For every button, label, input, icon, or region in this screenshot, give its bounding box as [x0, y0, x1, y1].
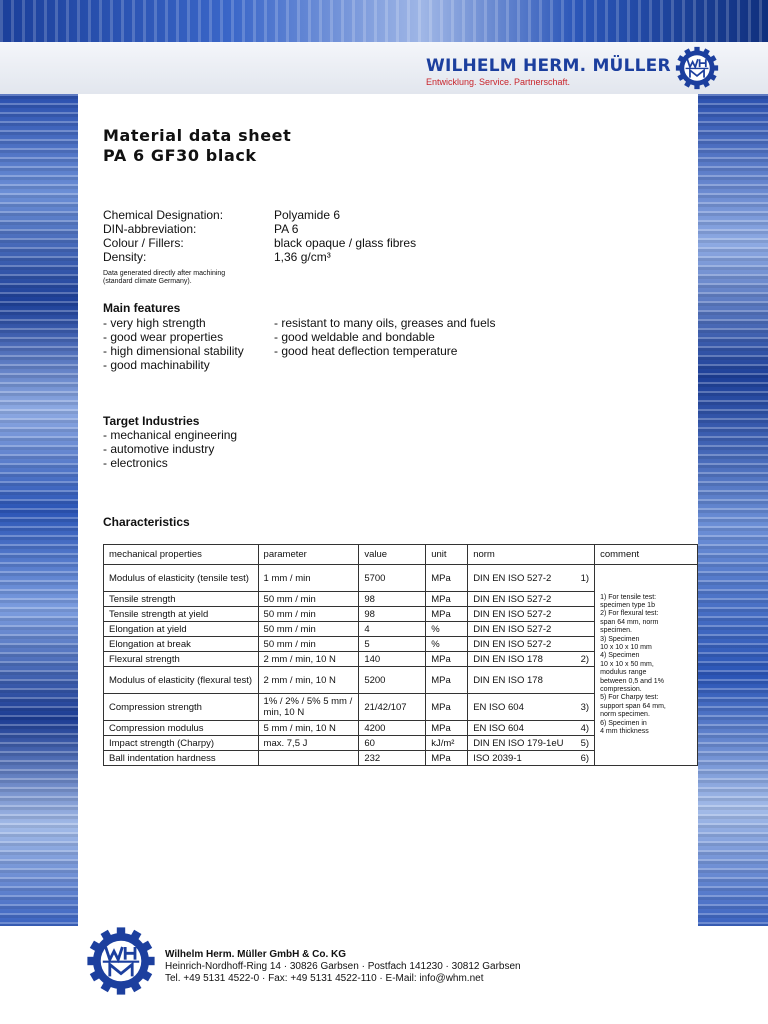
unit-cell: MPa — [426, 751, 468, 766]
note-line: (standard climate Germany). — [103, 278, 192, 285]
unit-cell: MPa — [426, 721, 468, 736]
parameter-cell: 50 mm / min — [258, 592, 359, 607]
brand-name: WILHELM HERM. MÜLLER — [426, 56, 671, 76]
norm-ref: 1) — [580, 572, 590, 584]
norm-text: DIN EN ISO 527-2 — [473, 572, 552, 584]
characteristics-table — [103, 544, 698, 766]
table-header-row — [104, 545, 698, 565]
norm-text: DIN EN ISO 527-2 — [473, 593, 552, 605]
property-cell: Impact strength (Charpy) — [104, 736, 259, 751]
target-industries-list — [103, 428, 237, 470]
unit-cell: MPa — [426, 592, 468, 607]
norm-cell — [468, 667, 595, 694]
property-cell: Elongation at break — [104, 637, 259, 652]
unit-cell: kJ/m² — [426, 736, 468, 751]
norm-ref: 5) — [580, 737, 590, 749]
parameter-cell: 1 mm / min — [258, 565, 359, 592]
comment-cell — [595, 565, 698, 766]
list-item: - very high strength — [103, 316, 206, 330]
brand-block — [426, 56, 671, 87]
right-decorative-panel — [698, 94, 768, 926]
column-header: unit — [426, 545, 468, 565]
characteristics-heading: Characteristics — [103, 515, 190, 529]
spec-label: Chemical Designation: — [103, 208, 224, 222]
unit-cell: MPa — [426, 607, 468, 622]
norm-text: DIN EN ISO 179-1eU — [473, 737, 564, 749]
unit-cell: % — [426, 622, 468, 637]
comment-line: 10 x 10 x 10 mm — [600, 643, 652, 651]
value-cell: 232 — [359, 751, 426, 766]
norm-ref: 6) — [580, 752, 590, 764]
comment-line: span 64 mm, norm — [600, 618, 659, 626]
list-item: - resistant to many oils, greases and fuels — [274, 316, 496, 330]
unit-cell: MPa — [426, 652, 468, 667]
note-line: Data generated directly after machining — [103, 270, 226, 277]
value-cell: 4 — [359, 622, 426, 637]
parameter-cell: 1% / 2% / 5% 5 mm / min, 10 N — [258, 694, 359, 721]
comment-line: 3) Specimen — [600, 635, 640, 643]
norm-ref: 3) — [580, 701, 590, 713]
property-cell: Tensile strength at yield — [104, 607, 259, 622]
value-cell: 21/42/107 — [359, 694, 426, 721]
norm-text: EN ISO 604 — [473, 722, 524, 734]
norm-ref: 2) — [580, 653, 590, 665]
unit-cell: % — [426, 637, 468, 652]
column-header: mechanical properties — [104, 545, 259, 565]
property-cell: Modulus of elasticity (flexural test) — [104, 667, 259, 694]
norm-cell — [468, 721, 595, 736]
parameter-cell: 50 mm / min — [258, 622, 359, 637]
column-header: value — [359, 545, 426, 565]
footer-contact — [165, 949, 521, 985]
list-item: - electronics — [103, 456, 168, 470]
norm-cell — [468, 736, 595, 751]
norm-cell — [468, 565, 595, 592]
parameter-cell: max. 7,5 J — [258, 736, 359, 751]
value-cell: 98 — [359, 592, 426, 607]
unit-cell: MPa — [426, 667, 468, 694]
norm-cell — [468, 652, 595, 667]
list-item: - automotive industry — [103, 442, 215, 456]
property-cell: Elongation at yield — [104, 622, 259, 637]
property-cell: Ball indentation hardness — [104, 751, 259, 766]
comment-line: compression. — [600, 686, 642, 694]
left-decorative-panel — [0, 94, 78, 926]
footer-company: Wilhelm Herm. Müller GmbH & Co. KG — [165, 949, 347, 960]
comment-line: 4) Specimen — [600, 652, 640, 660]
value-cell: 5 — [359, 637, 426, 652]
spec-label: DIN-abbreviation: — [103, 222, 197, 236]
value-cell: 60 — [359, 736, 426, 751]
parameter-cell: 5 mm / min, 10 N — [258, 721, 359, 736]
comment-line: specimen type 1b — [600, 601, 655, 609]
value-cell: 4200 — [359, 721, 426, 736]
parameter-cell: 2 mm / min, 10 N — [258, 652, 359, 667]
property-cell: Modulus of elasticity (tensile test) — [104, 565, 259, 592]
unit-cell: MPa — [426, 565, 468, 592]
list-item: - high dimensional stability — [103, 344, 244, 358]
column-header: parameter — [258, 545, 359, 565]
norm-text: DIN EN ISO 527-2 — [473, 638, 552, 650]
value-cell: 140 — [359, 652, 426, 667]
whm-footer-logo-icon — [86, 926, 156, 996]
parameter-cell — [258, 751, 359, 766]
main-features-left-list — [103, 316, 244, 372]
norm-text: DIN EN ISO 527-2 — [473, 608, 552, 620]
norm-cell — [468, 622, 595, 637]
norm-cell — [468, 637, 595, 652]
target-industries-heading: Target Industries — [103, 414, 200, 428]
main-features-heading: Main features — [103, 301, 181, 315]
comment-line: 5) For Charpy test: — [600, 694, 659, 702]
footer-contact-line: Tel. +49 5131 4522-0 · Fax: +49 5131 4522-110 · E-Mail: info@whm.net — [165, 973, 484, 984]
spec-value: Polyamide 6 — [274, 208, 341, 222]
main-features-right-list — [274, 316, 495, 358]
brand-tagline: Entwicklung. Service. Partnerschaft. — [426, 77, 571, 87]
list-item: - mechanical engineering — [103, 428, 238, 442]
column-header: norm — [468, 545, 595, 565]
comment-line: 10 x 10 x 50 mm, — [600, 660, 654, 668]
value-cell: 5700 — [359, 565, 426, 592]
list-item: - good weldable and bondable — [274, 330, 435, 344]
property-cell: Flexural strength — [104, 652, 259, 667]
unit-cell: MPa — [426, 694, 468, 721]
comment-line: 1) For tensile test: — [600, 593, 657, 601]
title-line-2: PA 6 GF30 black — [103, 146, 257, 165]
value-cell: 98 — [359, 607, 426, 622]
column-header: comment — [595, 545, 698, 565]
parameter-cell: 50 mm / min — [258, 637, 359, 652]
property-cell: Compression modulus — [104, 721, 259, 736]
norm-text: DIN EN ISO 178 — [473, 674, 543, 686]
comment-line: support span 64 mm, — [600, 702, 666, 710]
parameter-cell: 50 mm / min — [258, 607, 359, 622]
property-cell: Tensile strength — [104, 592, 259, 607]
page-title — [103, 126, 291, 166]
comment-line: norm specimen. — [600, 711, 650, 719]
spec-value: 1,36 g/cm³ — [274, 250, 331, 264]
comment-line: 2) For flexural test: — [600, 610, 659, 618]
norm-text: DIN EN ISO 527-2 — [473, 623, 552, 635]
spec-value: PA 6 — [274, 222, 299, 236]
property-cell: Compression strength — [104, 694, 259, 721]
title-line-1: Material data sheet — [103, 126, 292, 145]
norm-text: DIN EN ISO 178 — [473, 653, 543, 665]
spec-label: Colour / Fillers: — [103, 236, 184, 250]
list-item: - good machinability — [103, 358, 210, 372]
norm-cell — [468, 694, 595, 721]
top-decorative-band — [0, 0, 768, 42]
comment-line: specimen. — [600, 627, 632, 635]
measurement-note — [103, 270, 225, 286]
spec-label: Density: — [103, 250, 147, 264]
spec-value: black opaque / glass fibres — [274, 236, 417, 250]
comment-line: between 0,5 and 1% — [600, 677, 664, 685]
list-item: - good wear properties — [103, 330, 224, 344]
footer-address: Heinrich-Nordhoff-Ring 14 · 30826 Garbsen · Postfach 141230 · 30812 Garbsen — [165, 961, 521, 972]
whm-logo-icon — [675, 46, 719, 90]
value-cell: 5200 — [359, 667, 426, 694]
table-row — [104, 565, 698, 592]
comment-line: 4 mm thickness — [600, 728, 649, 736]
parameter-cell: 2 mm / min, 10 N — [258, 667, 359, 694]
norm-ref: 4) — [580, 722, 590, 734]
norm-cell — [468, 751, 595, 766]
list-item: - good heat deflection temperature — [274, 344, 458, 358]
norm-text: EN ISO 604 — [473, 701, 524, 713]
norm-cell — [468, 607, 595, 622]
comment-line: modulus range — [600, 669, 647, 677]
norm-text: ISO 2039-1 — [473, 752, 522, 764]
comment-line: 6) Specimen in — [600, 719, 647, 727]
norm-cell — [468, 592, 595, 607]
